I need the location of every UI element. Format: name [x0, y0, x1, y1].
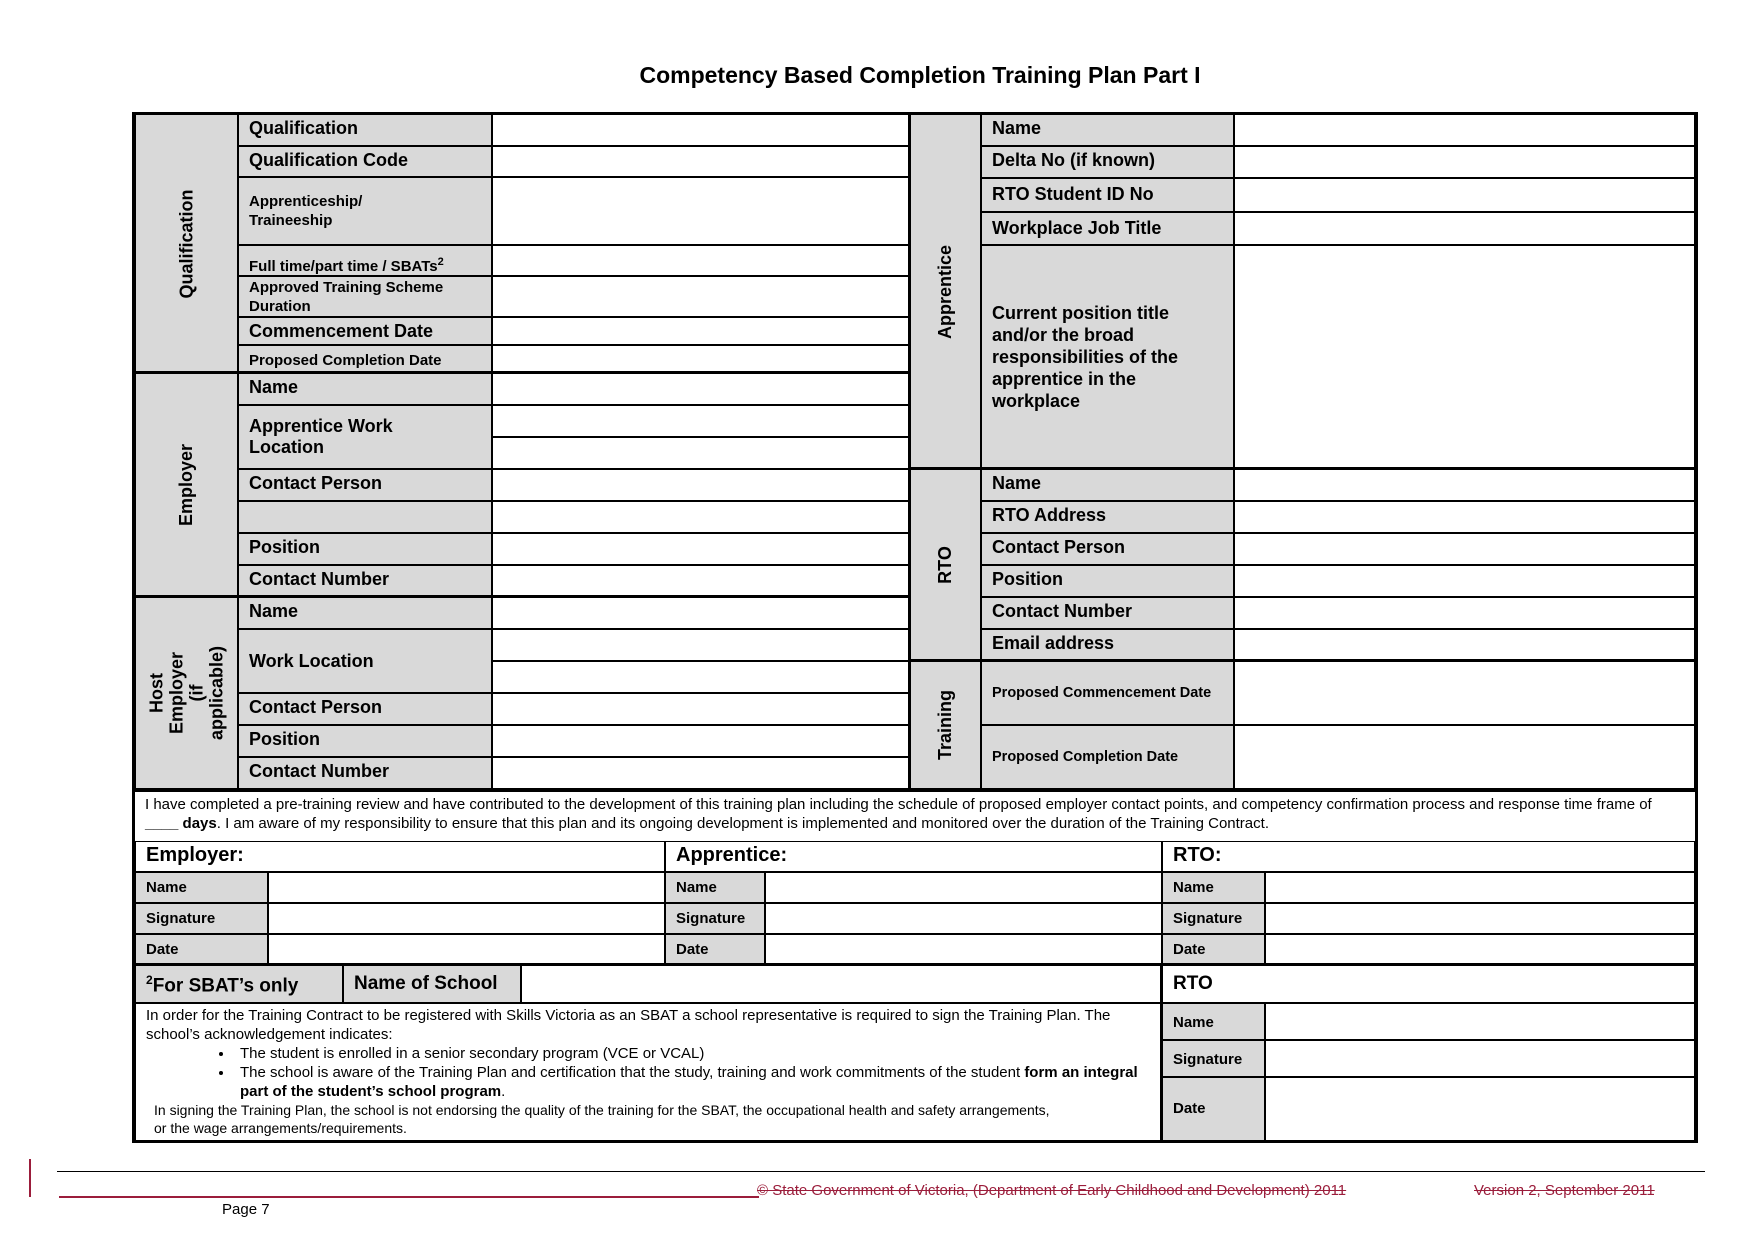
section-employer: Employer	[135, 373, 238, 597]
employer-position-field[interactable]	[492, 533, 909, 565]
commencement-date-field[interactable]	[492, 317, 909, 345]
page-number: Page 7	[222, 1201, 270, 1218]
section-rto: RTO	[909, 469, 981, 661]
sbat-school-field[interactable]	[521, 965, 1162, 1003]
proposed-commencement-date-field[interactable]	[1234, 661, 1695, 725]
sbat-bullet-1: • The student is enrolled in a senior secondary program (VCE or VCAL)	[234, 1044, 1147, 1063]
rto-contact-person-field[interactable]	[1234, 533, 1695, 565]
footer-accent-line	[59, 1196, 759, 1198]
label-rto-name: Name	[981, 469, 1234, 501]
label-blank	[238, 501, 492, 533]
label-rto-student-id: RTO Student ID No	[981, 178, 1234, 212]
signoff-employer-date-field[interactable]	[268, 934, 665, 965]
sbat-rto-date-label: Date	[1162, 1077, 1265, 1141]
sbat-rto-heading: RTO	[1162, 965, 1695, 1003]
signoff-apprentice-name-label: Name	[665, 872, 765, 903]
section-qualification: Qualification	[135, 114, 238, 373]
label-duration: Approved Training Scheme Duration	[238, 276, 492, 317]
employer-contact-person-field[interactable]	[492, 469, 909, 501]
label-qualification: Qualification	[238, 114, 492, 146]
signoff-rto-name-label: Name	[1162, 872, 1265, 903]
signoff-apprentice-signature-field[interactable]	[765, 903, 1162, 934]
employer-extra-field[interactable]	[492, 501, 909, 533]
signoff-employer-date-label: Date	[135, 934, 268, 965]
label-employer-contact-number: Contact Number	[238, 565, 492, 597]
label-delta-no: Delta No (if known)	[981, 146, 1234, 178]
sbat-rto-signature-label: Signature	[1162, 1040, 1265, 1077]
signoff-rto-signature-field[interactable]	[1265, 903, 1695, 934]
border-sbat	[132, 963, 1698, 966]
employer-contact-number-field[interactable]	[492, 565, 909, 597]
border-right	[1695, 112, 1698, 1143]
sbat-school-label: Name of School	[343, 965, 521, 1003]
signoff-employer-signature-label: Signature	[135, 903, 268, 934]
signoff-employer-signature-field[interactable]	[268, 903, 665, 934]
signoff-apprentice-signature-label: Signature	[665, 903, 765, 934]
apprentice-name-field[interactable]	[1234, 114, 1695, 146]
label-rto-email: Email address	[981, 629, 1234, 661]
label-host-contact-person: Contact Person	[238, 693, 492, 725]
label-proposed-completion: Proposed Completion Date	[238, 345, 492, 373]
footer-copyright: © State Government of Victoria, (Department of Early Childhood and Development) 2011	[757, 1182, 1347, 1199]
label-host-position: Position	[238, 725, 492, 757]
apprenticeship-field[interactable]	[492, 177, 909, 245]
host-work-location-field-1[interactable]	[492, 629, 909, 661]
label-rto-contact-person: Contact Person	[981, 533, 1234, 565]
proposed-completion-field[interactable]	[492, 345, 909, 373]
host-contact-person-field[interactable]	[492, 693, 909, 725]
host-position-field[interactable]	[492, 725, 909, 757]
label-rto-contact-number: Contact Number	[981, 597, 1234, 629]
host-name-field[interactable]	[492, 597, 909, 629]
label-employer-contact-person: Contact Person	[238, 469, 492, 501]
duration-field[interactable]	[492, 276, 909, 317]
signoff-employer-name-field[interactable]	[268, 872, 665, 903]
border-sbat-rto	[1160, 963, 1163, 1143]
label-training-completion-date: Proposed Completion Date	[981, 725, 1234, 789]
position-description-field[interactable]	[1234, 245, 1695, 469]
rto-name-field[interactable]	[1234, 469, 1695, 501]
label-employer-name: Name	[238, 373, 492, 405]
border-top	[132, 112, 1698, 115]
signoff-rto-date-field[interactable]	[1265, 934, 1695, 965]
border-declaration	[132, 789, 1698, 792]
label-workplace-job-title: Workplace Job Title	[981, 212, 1234, 245]
label-commencement-date: Commencement Date	[238, 317, 492, 345]
full-time-field[interactable]	[492, 245, 909, 276]
label-qualification-code: Qualification Code	[238, 146, 492, 177]
rto-address-field[interactable]	[1234, 501, 1695, 533]
label-apprentice-name: Name	[981, 114, 1234, 146]
sbat-rto-name-field[interactable]	[1265, 1003, 1695, 1040]
signoff-rto-date-label: Date	[1162, 934, 1265, 965]
declaration-text: I have completed a pre-training review and have contributed to the development of this training plan including the schedule of proposed employer contact points, and competency confirmation process and response time frame of ____ days. I am aware of my responsibility to ensure that this plan and its ongoing development is implemented and monitored over the duration of the Training Contract.	[145, 796, 1652, 832]
border-apprentice-rto	[908, 467, 1698, 470]
label-host-contact-number: Contact Number	[238, 757, 492, 789]
host-contact-number-field[interactable]	[492, 757, 909, 789]
section-host-employer: Host Employer (if applicable)	[135, 597, 238, 789]
border-employer-host	[132, 595, 910, 598]
sbat-rto-date-field[interactable]	[1265, 1077, 1695, 1141]
label-employer-position: Position	[238, 533, 492, 565]
page-title: Competency Based Completion Training Plan Part I	[639, 62, 1201, 88]
rto-contact-number-field[interactable]	[1234, 597, 1695, 629]
label-apprentice-work-location: Apprentice Work Location	[238, 405, 492, 469]
label-host-name: Name	[238, 597, 492, 629]
sbat-rto-name-label: Name	[1162, 1003, 1265, 1040]
sbat-text	[135, 1003, 1162, 1141]
signoff-employer-name-label: Name	[135, 872, 268, 903]
signoff-rto-signature-label: Signature	[1162, 903, 1265, 934]
border-bottom	[132, 1140, 1698, 1143]
sbat-closing: In signing the Training Plan, the school is not endorsing the quality of the training for the SBAT, the occupational health and safety arrangements, or the wage arrangements/requirements.	[154, 1102, 1050, 1136]
signoff-employer-heading: Employer:	[135, 841, 665, 872]
work-location-field-1[interactable]	[492, 405, 909, 437]
delta-no-field[interactable]	[1234, 146, 1695, 178]
qualification-field[interactable]	[492, 114, 909, 146]
rto-position-field[interactable]	[1234, 565, 1695, 597]
label-apprenticeship: Apprenticeship/ Traineeship	[238, 177, 492, 245]
border-rto-training	[908, 659, 1698, 662]
sbat-rto-signature-field[interactable]	[1265, 1040, 1695, 1077]
qualification-code-field[interactable]	[492, 146, 909, 177]
signoff-rto-name-field[interactable]	[1265, 872, 1695, 903]
host-work-location-field-2[interactable]	[492, 661, 909, 693]
section-training: Training	[909, 661, 981, 789]
rto-student-id-field[interactable]	[1234, 178, 1695, 212]
section-apprentice: Apprentice	[909, 114, 981, 469]
label-proposed-commencement-date: Proposed Commencement Date	[981, 661, 1234, 725]
label-position-description: Current position title and/or the broad responsibilities of the apprentice in the workplace	[981, 245, 1234, 469]
border-qual-employer	[132, 371, 910, 374]
sbat-bullets	[146, 1044, 1147, 1101]
training-completion-date-field[interactable]	[1234, 725, 1695, 789]
signoff-apprentice-date-field[interactable]	[765, 934, 1162, 965]
border-center	[908, 112, 911, 791]
label-full-time: Full time/part time / SBATs$^2$	[238, 245, 492, 276]
signoff-apprentice-date-label: Date	[665, 934, 765, 965]
label-host-work-location: Work Location	[238, 629, 492, 693]
sbat-bullet-2: • The school is aware of the Training Plan and certification that the study, training and work commitments of the student form an integral part of the student’s school program.	[234, 1063, 1147, 1101]
rto-email-field[interactable]	[1234, 629, 1695, 661]
border-left	[132, 112, 135, 1143]
signoff-apprentice-heading: Apprentice:	[665, 841, 1162, 872]
workplace-job-title-field[interactable]	[1234, 212, 1695, 245]
signoff-rto-heading: RTO:	[1162, 841, 1695, 872]
sbat-heading: $^2$For SBAT’s only	[135, 965, 343, 1003]
footer-margin-mark	[29, 1159, 31, 1197]
footer-rule	[57, 1171, 1705, 1172]
footer-version: Version 2, September 2011	[1474, 1182, 1655, 1199]
label-rto-position: Position	[981, 565, 1234, 597]
employer-name-field[interactable]	[492, 373, 909, 405]
sbat-intro: In order for the Training Contract to be registered with Skills Victoria as an SBAT a school representative is required to sign the Training Plan. The school’s acknowledgement indicates:	[146, 1007, 1111, 1043]
signoff-apprentice-name-field[interactable]	[765, 872, 1162, 903]
label-rto-address: RTO Address	[981, 501, 1234, 533]
work-location-field-2[interactable]	[492, 437, 909, 469]
